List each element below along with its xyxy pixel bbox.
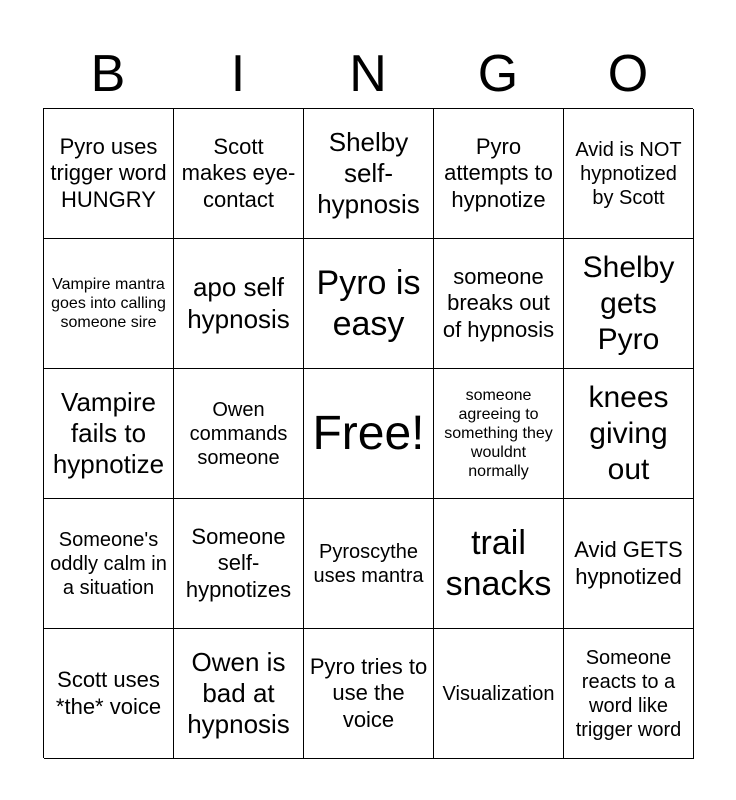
bingo-cell-text: trail snacks	[445, 523, 552, 603]
bingo-cell[interactable]	[434, 499, 564, 629]
bingo-cell-text: Avid is NOT hypnotized by Scott	[575, 138, 682, 209]
bingo-cell-text: Vampire fails to hypnotize	[52, 386, 165, 480]
bingo-cell-text: knees giving out	[588, 380, 669, 486]
bingo-cell[interactable]	[564, 629, 694, 759]
bingo-cell[interactable]	[434, 109, 564, 239]
header-letter-o: O	[607, 45, 649, 103]
bingo-cell-text: Scott makes eye-contact	[181, 133, 296, 212]
bingo-cell[interactable]	[564, 369, 694, 499]
bingo-cell-text: Pyroscythe uses mantra	[313, 540, 424, 587]
bingo-cell-text: Someone reacts to a word like trigger word	[575, 646, 682, 741]
bingo-cell[interactable]	[434, 629, 564, 759]
header-letter-i: I	[230, 45, 246, 103]
bingo-cell[interactable]	[304, 629, 434, 759]
bingo-cell[interactable]	[304, 499, 434, 629]
free-space-text: Free!	[312, 406, 425, 460]
bingo-cell-text: Scott uses *the* voice	[55, 667, 162, 719]
bingo-cell-text: Someone's oddly calm in a situation	[50, 528, 167, 599]
bingo-cell-text: Pyro is easy	[316, 263, 421, 343]
bingo-cell-text: Avid GETS hypnotized	[574, 537, 683, 589]
bingo-cell[interactable]	[304, 239, 434, 369]
bingo-cell[interactable]	[44, 629, 174, 759]
bingo-cell-text: apo self hypnosis	[187, 272, 290, 334]
bingo-cell[interactable]	[174, 109, 304, 239]
bingo-cell[interactable]	[174, 239, 304, 369]
bingo-cell-text: Shelby self-hypnosis	[317, 126, 420, 220]
header-letter-b: B	[90, 45, 126, 103]
bingo-cell[interactable]	[44, 369, 174, 499]
bingo-cell-text: someone breaks out of hypnosis	[442, 263, 555, 342]
bingo-cell-text: Owen is bad at hypnosis	[187, 646, 290, 740]
bingo-cell-text: Pyro tries to use the voice	[309, 653, 428, 732]
bingo-cell[interactable]	[174, 369, 304, 499]
bingo-cell[interactable]	[44, 109, 174, 239]
bingo-cell-text: Pyro attempts to hypnotize	[444, 133, 553, 212]
bingo-board	[43, 108, 693, 758]
bingo-cell[interactable]	[564, 239, 694, 369]
bingo-cell-text: Pyro uses trigger word HUNGRY	[50, 133, 167, 212]
header-letter-g: G	[477, 45, 519, 103]
bingo-cell-text: Vampire mantra goes into calling someone sire	[51, 275, 166, 332]
bingo-header	[43, 40, 693, 108]
bingo-cell-text: Shelby gets Pyro	[582, 250, 675, 356]
bingo-cell[interactable]	[44, 499, 174, 629]
bingo-cell-text: someone agreeing to something they wouldnt normally	[444, 386, 553, 481]
bingo-cell[interactable]	[44, 239, 174, 369]
bingo-cell[interactable]	[434, 369, 564, 499]
bingo-cell[interactable]	[174, 499, 304, 629]
bingo-cell[interactable]	[564, 499, 694, 629]
header-letter-n: N	[349, 45, 387, 103]
bingo-cell-text: Visualization	[442, 682, 555, 705]
bingo-cell-text: Someone self-hypnotizes	[185, 523, 292, 602]
bingo-cell[interactable]	[564, 109, 694, 239]
bingo-cell-text: Owen commands someone	[189, 398, 288, 469]
bingo-cell[interactable]	[434, 239, 564, 369]
bingo-cell[interactable]	[174, 629, 304, 759]
free-space-cell[interactable]	[304, 369, 434, 499]
bingo-cell[interactable]	[304, 109, 434, 239]
